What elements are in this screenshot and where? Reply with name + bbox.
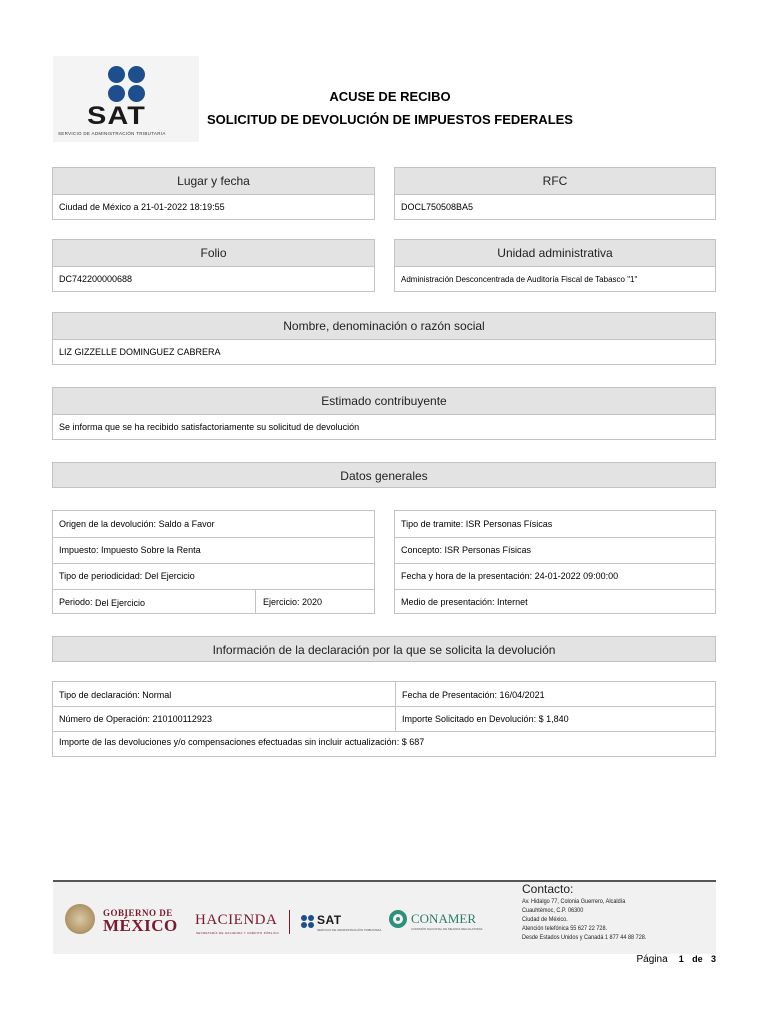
medio-presentacion: Medio de presentación: Internet bbox=[401, 597, 528, 607]
pagination-label: Página bbox=[636, 954, 668, 965]
datos-generales-left-table bbox=[52, 510, 375, 614]
folio-box bbox=[52, 239, 375, 292]
folio-value: DC742200000688 bbox=[59, 274, 133, 284]
mexico-text: MÉXICO bbox=[103, 916, 178, 935]
nombre-label: Nombre, denominación o razón social bbox=[53, 313, 715, 340]
nombre-value: LIZ GIZZELLE DOMINGUEZ CABRERA bbox=[59, 347, 221, 357]
sat-logo-subtitle: SERVICIO DE ADMINISTRACIÓN TRIBUTARIA bbox=[58, 131, 166, 136]
fecha-hora-presentacion: Fecha y hora de la presentación: 24-01-2022 09:00:00 bbox=[401, 571, 619, 581]
estimado-value: Se informa que se ha recibido satisfactoriamente su solicitud de devolución bbox=[59, 422, 360, 432]
mexico-seal-icon bbox=[65, 904, 95, 934]
pagination bbox=[637, 954, 717, 965]
datos-generales-right-table bbox=[394, 510, 716, 614]
datos-generales-heading: Datos generales bbox=[52, 462, 716, 488]
fecha-presentacion-declaracion: Fecha de Presentación: 16/04/2021 bbox=[402, 690, 545, 700]
hacienda-subtitle: SECRETARÍA DE HACIENDA Y CRÉDITO PÚBLICO bbox=[196, 931, 279, 935]
sat-logo-text: SAT bbox=[87, 102, 146, 130]
contact-line: Ciudad de México. bbox=[522, 916, 568, 923]
tipo-periodicidad: Tipo de periodicidad: Del Ejercicio bbox=[59, 571, 195, 581]
numero-operacion: Número de Operación: 210100112923 bbox=[59, 714, 212, 724]
pagination-of: de bbox=[692, 954, 703, 964]
periodo bbox=[53, 589, 253, 615]
rfc-label: RFC bbox=[395, 168, 715, 195]
contact-line: Desde Estados Unidos y Canadá 1 877 44 88 728. bbox=[522, 934, 647, 941]
gobierno-de-text: GOBIERNO DE bbox=[103, 908, 173, 918]
unidad-label: Unidad administrativa bbox=[395, 240, 715, 267]
footer-divider bbox=[289, 910, 290, 934]
contact-line: Av. Hidalgo 77, Colonia Guerrero, Alcaldía bbox=[522, 898, 626, 905]
pagination-current: 1 bbox=[678, 954, 684, 964]
rfc-box bbox=[394, 167, 716, 220]
declaracion-heading: Información de la declaración por la que se solicita la devolución bbox=[52, 636, 716, 662]
importe-devoluciones: Importe de las devoluciones y/o compensaciones efectuadas sin incluir actualización: $ 687 bbox=[59, 737, 425, 747]
periodo-value: Del Ejercicio bbox=[95, 598, 146, 608]
pagination-total: 3 bbox=[710, 954, 716, 964]
impuesto: Impuesto: Impuesto Sobre la Renta bbox=[59, 545, 201, 555]
lugar-fecha-label: Lugar y fecha bbox=[53, 168, 374, 195]
conamer-icon bbox=[389, 910, 407, 928]
footer bbox=[53, 880, 716, 954]
contact-line: Cuauhtémoc, C.P. 06300 bbox=[522, 907, 584, 914]
tipo-declaracion: Tipo de declaración: Normal bbox=[59, 690, 172, 700]
unidad-value: Administración Desconcentrada de Auditoría Fiscal de Tabasco "1" bbox=[401, 275, 638, 284]
footer-sat-dots-icon bbox=[301, 915, 315, 929]
concepto: Concepto: ISR Personas Físicas bbox=[401, 545, 532, 555]
footer-sat-subtitle: SERVICIO DE ADMINISTRACIÓN TRIBUTARIA bbox=[317, 928, 382, 932]
page-subtitle: SOLICITUD DE DEVOLUCIÓN DE IMPUESTOS FEDERALES bbox=[207, 112, 573, 127]
ejercicio: Ejercicio: 2020 bbox=[263, 597, 323, 607]
lugar-fecha-value: Ciudad de México a 21-01-2022 18:19:55 bbox=[59, 202, 225, 212]
estimado-box bbox=[52, 387, 716, 440]
lugar-fecha-box bbox=[52, 167, 375, 220]
origen-devolucion: Origen de la devolución: Saldo a Favor bbox=[59, 519, 215, 529]
rfc-value: DOCL750508BA5 bbox=[401, 202, 474, 212]
unidad-box bbox=[394, 239, 716, 292]
contact-line: Atención telefónica 55 627 22 728. bbox=[522, 925, 608, 932]
estimado-label: Estimado contribuyente bbox=[53, 388, 715, 415]
page-title: ACUSE DE RECIBO bbox=[329, 89, 451, 104]
tipo-tramite: Tipo de tramite: ISR Personas Físicas bbox=[401, 519, 553, 529]
contact-title: Contacto: bbox=[522, 882, 574, 896]
folio-label: Folio bbox=[53, 240, 374, 267]
hacienda-logo: HACIENDA bbox=[195, 912, 278, 928]
conamer-subtitle: COMISIÓN NACIONAL DE MEJORA REGULATORIA bbox=[411, 927, 483, 931]
nombre-box bbox=[52, 312, 716, 365]
conamer-logo: CONAMER bbox=[411, 911, 477, 926]
declaracion-table bbox=[52, 681, 716, 757]
importe-solicitado: Importe Solicitado en Devolución: $ 1,840 bbox=[402, 714, 569, 724]
footer-sat-logo: SAT bbox=[317, 913, 342, 927]
periodo-label: Periodo: bbox=[59, 597, 93, 607]
